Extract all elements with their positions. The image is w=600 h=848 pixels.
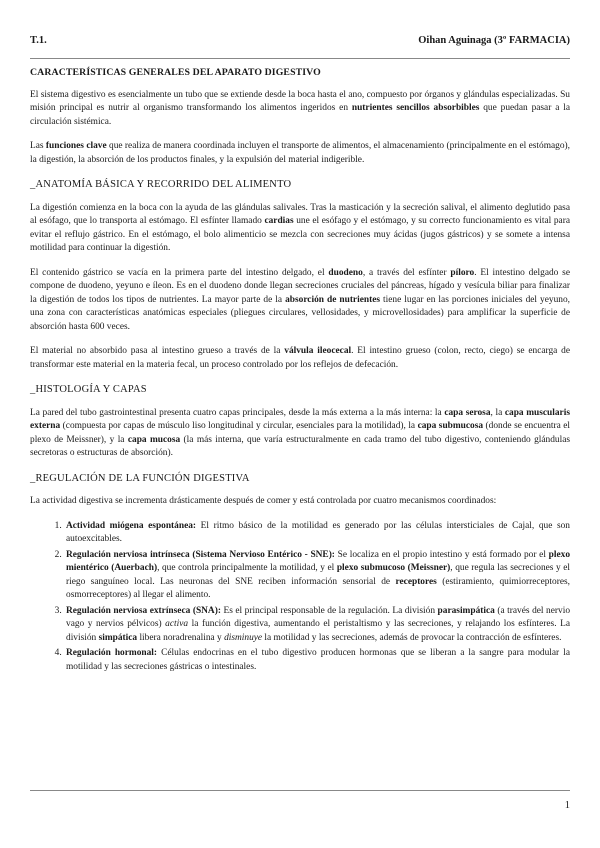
bold-term: simpática: [98, 632, 138, 643]
bold-term: receptores: [395, 576, 437, 587]
bold-term: duodeno: [328, 267, 363, 278]
text-run: libera noradrenalina y: [137, 632, 225, 643]
header-divider: [30, 58, 570, 59]
section-heading-anatomy: _ANATOMÍA BÁSICA Y RECORRIDO DEL ALIMENTO: [30, 179, 292, 190]
header-author: Oihan Aguinaga (3º FARMACIA): [418, 35, 570, 46]
page-number: 1: [564, 800, 570, 811]
text-run: une el esófago y el estómago, y su correcto funcionamiento es vital para evitar el reflujo gástrico. En el estómago, el bolo alimenticio se mezcla con secreciones muy ácidas (jugos gástricos) y se somete a intensa motilidad para continuar la digestión.: [30, 216, 570, 253]
text-run: (a través del nervio vago y nervios pélvicos): [66, 605, 571, 629]
text-run: , que controla principalmente la motilidad, y el: [157, 563, 337, 573]
bold-term: plexo mientérico (Auerbach): [66, 549, 571, 573]
text-run: (estiramiento, quimiorreceptores, osmorreceptores) al llegar el alimento.: [66, 576, 570, 600]
text-run: El contenido gástrico se vacía en la primera parte del intestino delgado, el: [30, 267, 329, 278]
text-run: que puedan pasar a la circulación sistémica.: [30, 103, 570, 127]
text-run: La digestión comienza en la boca con la ayuda de las glándulas salivales. Tras la masticación y la secreción salival, el alimento deglutido pasa al esófago, que lo transporta al estómago. El esfínter llamado: [30, 202, 570, 226]
text-run: Se localiza en el propio intestino y está formado por el: [334, 549, 549, 560]
text-run: Células endocrinas en el tubo digestivo producen hormonas que se liberan a la sangre para modular la motilidad y las secreciones gástricas o intestinales.: [66, 648, 570, 672]
text-run: . El intestino delgado se compone de duodeno, yeyuno e íleon. Es en el duodeno donde llegan secreciones cruciales del páncreas, hígado y vesícula biliar para finalizar la digestión de todos los tipos de nutrientes. La mayor parte de la: [30, 267, 570, 305]
bold-term: capa submucosa: [417, 421, 484, 431]
list-item: [64, 647, 570, 674]
text-run: la función digestiva, aumentando el peristaltismo y las secreciones, y relajando los esfínteres. La división: [66, 619, 571, 643]
text-run: la motilidad y las secreciones, además de provocar la contracción de esfínteres.: [262, 632, 562, 643]
anatomy-paragraph-2: [30, 267, 570, 335]
bold-term: capa serosa: [444, 407, 491, 418]
regulation-intro: La actividad digestiva se incrementa drásticamente después de comer y está controlada por cuatro mecanismos coordinados:: [30, 496, 497, 506]
histology-paragraph: [30, 407, 570, 461]
anatomy-paragraph-3: [30, 345, 570, 372]
text-run: El sistema digestivo es esencialmente un tubo que se extiende desde la boca hasta el ano, compuesto por órganos y glándulas especializadas. Su misión principal es nutrir al organismo transformando los alimentos ingeridos en: [30, 89, 570, 113]
list-item: [64, 520, 570, 547]
text-run: , la: [490, 407, 505, 418]
section-heading-histology: _HISTOLOGÍA Y CAPAS: [30, 384, 147, 395]
bold-term: Regulación nerviosa extrínseca (SNA):: [66, 605, 221, 616]
bold-term: funciones clave: [45, 141, 107, 151]
bold-term: parasimpática: [437, 605, 495, 616]
bold-term: capa mucosa: [127, 434, 181, 445]
bold-term: válvula ileocecal: [284, 346, 352, 356]
text-run: , que regula las secreciones y el riego sanguíneo local. Las neuronas del SNE reciben información sensorial de: [66, 563, 571, 587]
list-item: [64, 549, 570, 603]
bold-term: Regulación hormonal:: [66, 648, 158, 658]
bold-term: plexo submucoso (Meissner): [336, 563, 451, 573]
text-run: que realiza de manera coordinada incluyen el transporte de alimentos, el almacenamiento (principalmente en el estómago), la digestión, la absorción de los productos finales, y la expulsión del material indigerible.: [30, 141, 570, 165]
bold-term: capa muscularis externa: [30, 407, 570, 431]
bold-term: Regulación nerviosa intrínseca (Sistema Nervioso Entérico - SNE):: [66, 549, 335, 560]
bold-term: nutrientes sencillos absorbibles: [351, 103, 480, 113]
intro-paragraph-2: [30, 140, 570, 167]
bold-term: cardias: [264, 216, 294, 226]
text-run: (donde se encuentra el plexo de Meissner), y la: [30, 421, 571, 445]
bold-term: absorción de nutrientes: [285, 294, 381, 305]
text-run: . El intestino grueso (colon, recto, ciego) se encarga de transformar este material en la materia fecal, un proceso controlado por los reflejos de defecación.: [30, 346, 570, 370]
italic-term: activa: [165, 619, 189, 629]
list-item: [64, 605, 570, 646]
header-topic: T.1.: [30, 35, 47, 46]
bold-term: píloro: [450, 267, 475, 278]
document-body: [30, 66, 570, 676]
text-run: Las: [30, 141, 46, 151]
text-run: Es el principal responsable de la regulación. La división: [220, 605, 438, 616]
text-run: (la más interna, que varía estructuralmente en cada tramo del tubo digestivo, conteniendo glándulas secretoras o estructuras de absorción).: [30, 434, 571, 458]
text-run: El ritmo básico de la motilidad es generado por las células intersticiales de Cajal, que son autoexcitables.: [66, 520, 570, 544]
intro-paragraph-1: [30, 89, 570, 130]
anatomy-paragraph-1: [30, 202, 570, 256]
text-run: , a través del esfínter: [362, 267, 451, 278]
footer-divider: [30, 790, 570, 791]
text-run: (compuesta por capas de músculo liso longitudinal y circular, esenciales para la motilidad), la: [60, 421, 418, 431]
text-run: La pared del tubo gastrointestinal presenta cuatro capas principales, desde la más externa a la más interna: la: [30, 407, 445, 418]
text-run: El material no absorbido pasa al intestino grueso a través de la: [30, 346, 285, 356]
text-run: tiene lugar en las porciones iniciales del yeyuno, una zona con características anatómicas especiales (pliegues circulares, vellosidades, y microvellosidades) para amplificar la superficie de absorción hasta 600 veces.: [30, 294, 570, 332]
regulation-mechanisms-list: [30, 520, 570, 675]
section-heading-regulation: _REGULACIÓN DE LA FUNCIÓN DIGESTIVA: [30, 472, 250, 484]
document-title: CARACTERÍSTICAS GENERALES DEL APARATO DIGESTIVO: [30, 67, 321, 78]
bold-term: Actividad miógena espontánea:: [66, 520, 197, 531]
italic-term: disminuye: [224, 632, 263, 643]
